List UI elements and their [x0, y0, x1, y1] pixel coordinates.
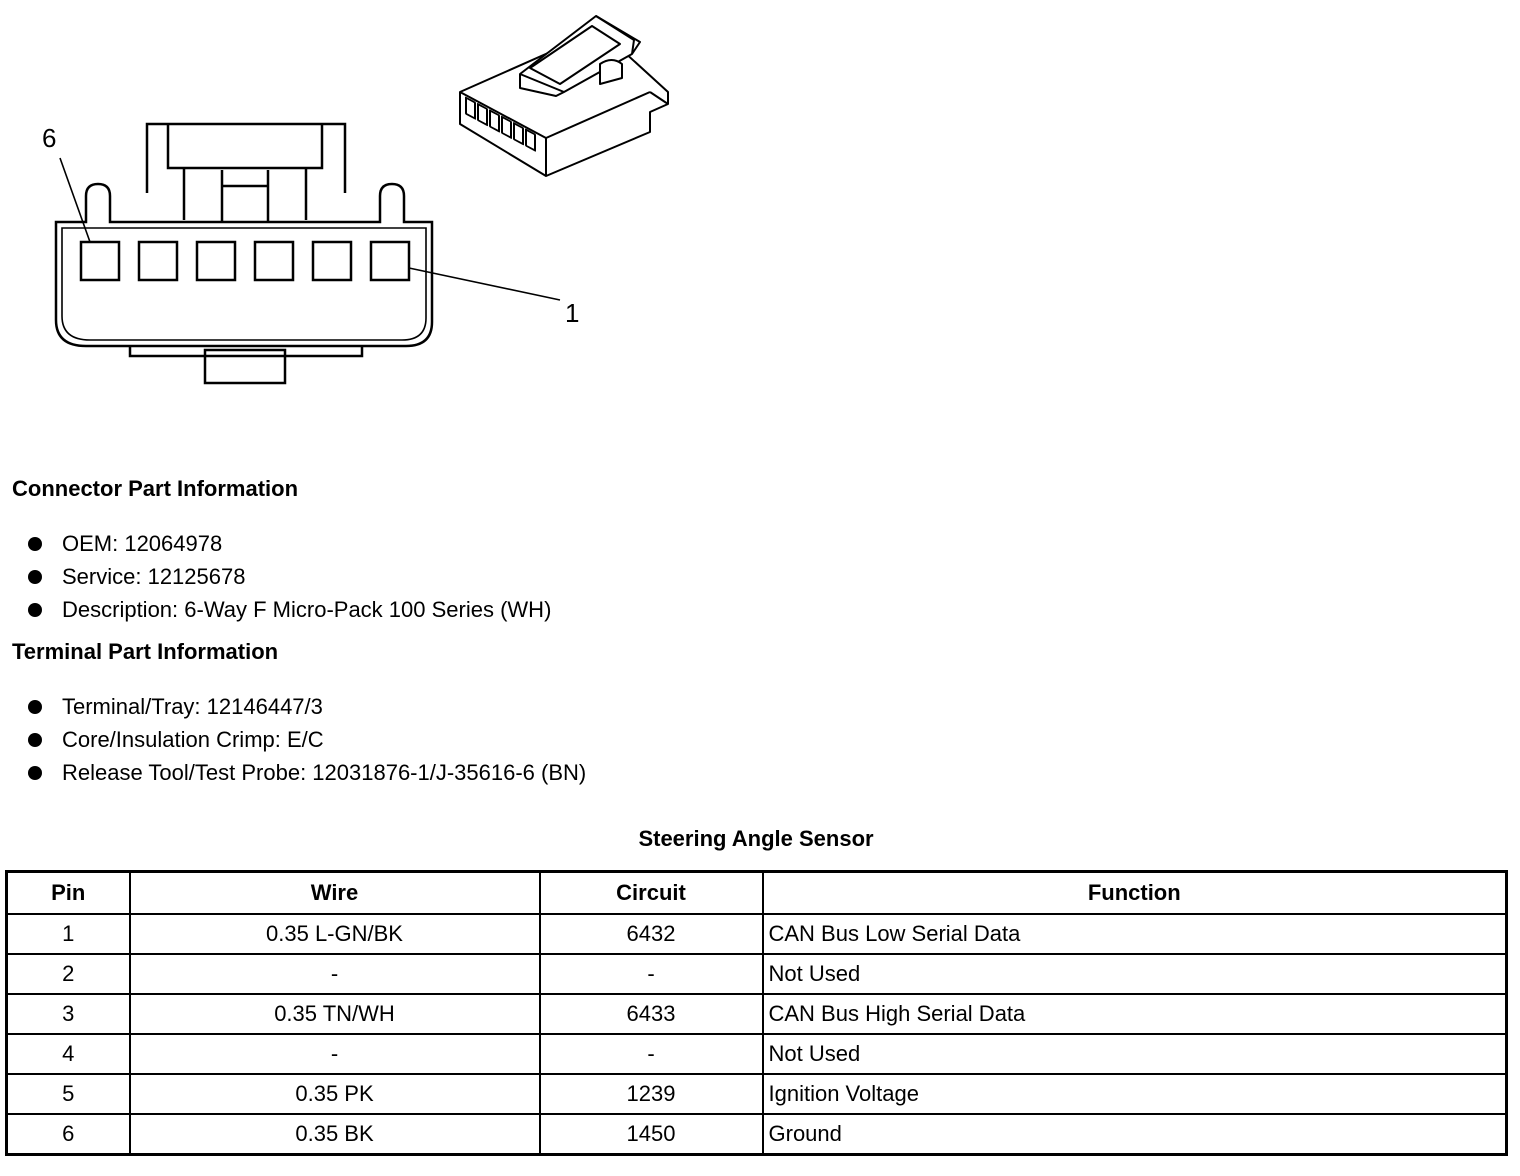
list-item	[28, 560, 551, 593]
cell-wire: 0.35 TN/WH	[130, 994, 540, 1034]
cell-pin: 2	[7, 954, 130, 994]
pin-6-label: 6	[42, 123, 57, 153]
pinout-table	[5, 870, 1508, 1156]
cell-pin: 1	[7, 914, 130, 954]
list-item-text: Description: 6-Way F Micro-Pack 100 Series (WH)	[62, 597, 552, 622]
cell-wire: -	[130, 954, 540, 994]
bullet-icon	[28, 570, 42, 584]
cell-function: CAN Bus High Serial Data	[763, 994, 1507, 1034]
header-pin: Pin	[7, 872, 130, 915]
connector-part-info-heading: Connector Part Information	[12, 476, 299, 501]
cell-circuit: 6433	[540, 994, 763, 1034]
list-item	[28, 527, 551, 560]
cell-pin: 3	[7, 994, 130, 1034]
table-row	[7, 1114, 1507, 1155]
cell-function: CAN Bus Low Serial Data	[763, 914, 1507, 954]
cell-circuit: 1450	[540, 1114, 763, 1155]
cell-wire: 0.35 PK	[130, 1074, 540, 1114]
list-item-text: OEM: 12064978	[62, 531, 223, 556]
list-item	[28, 756, 586, 789]
bullet-icon	[28, 766, 42, 780]
list-item	[28, 593, 551, 626]
cell-wire: -	[130, 1034, 540, 1074]
cell-circuit: -	[540, 954, 763, 994]
table-row	[7, 954, 1507, 994]
terminal-part-info-list	[28, 690, 586, 789]
cell-wire: 0.35 BK	[130, 1114, 540, 1155]
table-header-row	[7, 872, 1507, 915]
cell-circuit: 1239	[540, 1074, 763, 1114]
table-title: Steering Angle Sensor	[638, 826, 874, 851]
list-item-text: Release Tool/Test Probe: 12031876-1/J-35616-6 (BN)	[62, 760, 587, 785]
terminal-part-info-heading: Terminal Part Information	[12, 639, 279, 664]
cell-pin: 6	[7, 1114, 130, 1155]
header-function: Function	[763, 872, 1507, 915]
list-item-text: Terminal/Tray: 12146447/3	[62, 694, 323, 719]
cell-circuit: -	[540, 1034, 763, 1074]
bullet-icon	[28, 537, 42, 551]
cell-pin: 4	[7, 1034, 130, 1074]
cell-function: Ignition Voltage	[763, 1074, 1507, 1114]
list-item	[28, 690, 586, 723]
table-row	[7, 914, 1507, 954]
cell-wire: 0.35 L-GN/BK	[130, 914, 540, 954]
table-row	[7, 1034, 1507, 1074]
list-item-text: Core/Insulation Crimp: E/C	[62, 727, 324, 752]
connector-iso-view	[460, 16, 668, 176]
list-item-text: Service: 12125678	[62, 564, 246, 589]
connector-diagram	[0, 0, 700, 400]
cell-function: Not Used	[763, 1034, 1507, 1074]
connector-part-info-list	[28, 527, 551, 626]
cell-function: Not Used	[763, 954, 1507, 994]
header-wire: Wire	[130, 872, 540, 915]
cell-circuit: 6432	[540, 914, 763, 954]
bullet-icon	[28, 700, 42, 714]
cell-pin: 5	[7, 1074, 130, 1114]
bullet-icon	[28, 733, 42, 747]
list-item	[28, 723, 586, 756]
header-circuit: Circuit	[540, 872, 763, 915]
table-row	[7, 994, 1507, 1034]
pin-1-label: 1	[565, 298, 580, 328]
cell-function: Ground	[763, 1114, 1507, 1155]
connector-front-view	[56, 124, 560, 383]
table-row	[7, 1074, 1507, 1114]
bullet-icon	[28, 603, 42, 617]
